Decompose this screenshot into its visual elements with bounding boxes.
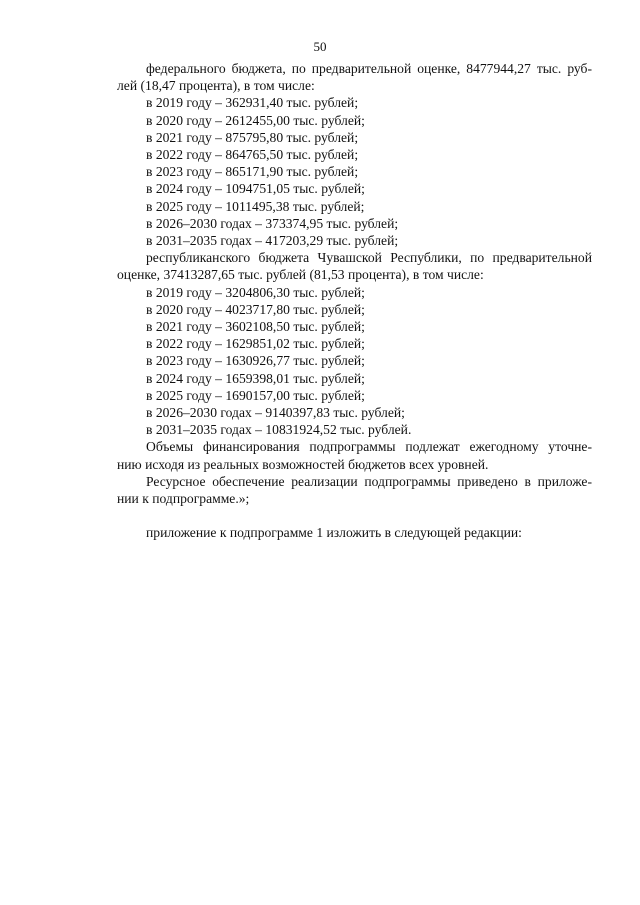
federal-intro-line2: лей (18,47 процента), в том числе: xyxy=(117,78,315,94)
republic-year-2022: в 2022 году – 1629851,02 тыс. рублей; xyxy=(146,336,365,352)
appendix-instruction: приложение к подпрограмме 1 изложить в следующей редакции: xyxy=(146,525,522,541)
resources-line1-wrap xyxy=(117,473,592,490)
volumes-line1-wrap xyxy=(117,438,592,455)
federal-year-2021: в 2021 году – 875795,80 тыс. рублей; xyxy=(146,129,359,145)
volumes-line2: нию исходя из реальных возможностей бюджетов всех уровней. xyxy=(117,456,489,472)
federal-intro-line1: федерального бюджета, по предварительной оценке, 8477944,27 тыс. руб- xyxy=(146,61,592,76)
paragraph-gap xyxy=(117,507,592,524)
volumes-line1: Объемы финансирования подпрограммы подлежат ежегодному уточне- xyxy=(146,439,592,455)
document-body xyxy=(117,60,592,541)
volumes-paragraph xyxy=(117,438,592,472)
federal-years-2026-2030: в 2026–2030 годах – 373374,95 тыс. рублей; xyxy=(146,215,399,231)
page-number: 50 xyxy=(313,39,327,54)
federal-year-2025: в 2025 году – 1011495,38 тыс. рублей; xyxy=(146,198,365,214)
federal-years-2031-2035: в 2031–2035 годах – 417203,29 тыс. рублей; xyxy=(146,233,399,249)
federal-year-2023: в 2023 году – 865171,90 тыс. рублей; xyxy=(146,164,359,180)
republic-budget-section xyxy=(117,249,592,438)
federal-budget-section xyxy=(117,60,592,249)
republic-intro xyxy=(117,249,592,266)
federal-year-2019: в 2019 году – 362931,40 тыс. рублей; xyxy=(146,95,359,111)
republic-years-2026-2030: в 2026–2030 годах – 9140397,83 тыс. рублей; xyxy=(146,405,405,421)
federal-intro xyxy=(117,60,592,77)
resources-line2: нии к подпрограмме.»; xyxy=(117,491,250,507)
federal-year-2022: в 2022 году – 864765,50 тыс. рублей; xyxy=(146,147,359,163)
republic-intro-line1: республиканского бюджета Чувашской Республики, по предварительной xyxy=(146,250,592,266)
republic-year-2025: в 2025 году – 1690157,00 тыс. рублей; xyxy=(146,387,365,403)
federal-year-2024: в 2024 году – 1094751,05 тыс. рублей; xyxy=(146,181,365,197)
republic-year-2024: в 2024 году – 1659398,01 тыс. рублей; xyxy=(146,370,365,386)
resources-paragraph xyxy=(117,473,592,507)
republic-intro-line2: оценке, 37413287,65 тыс. рублей (81,53 процента), в том числе: xyxy=(117,267,484,283)
republic-year-2021: в 2021 году – 3602108,50 тыс. рублей; xyxy=(146,319,365,335)
federal-year-2020: в 2020 году – 2612455,00 тыс. рублей; xyxy=(146,112,365,128)
republic-year-2019: в 2019 году – 3204806,30 тыс. рублей; xyxy=(146,284,365,300)
republic-year-2020: в 2020 году – 4023717,80 тыс. рублей; xyxy=(146,301,365,317)
republic-years-2031-2035: в 2031–2035 годах – 10831924,52 тыс. рублей. xyxy=(146,422,412,438)
republic-year-2023: в 2023 году – 1630926,77 тыс. рублей; xyxy=(146,353,365,369)
resources-line1: Ресурсное обеспечение реализации подпрограммы приведено в приложе- xyxy=(146,473,592,489)
